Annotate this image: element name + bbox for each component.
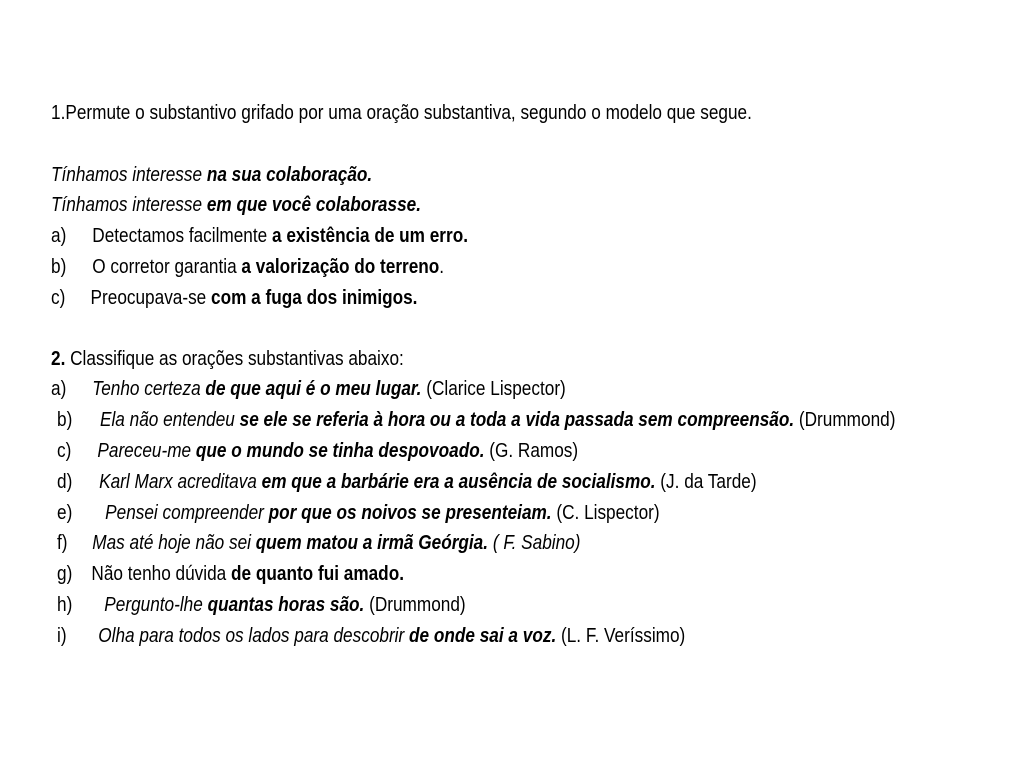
q2-item-b-source: (Drummond) [794,409,896,431]
q2-item-h-source: (Drummond) [364,594,466,616]
q2-item-g-text: Não tenho dúvida [91,563,232,585]
question1-text: Permute o substantivo grifado por uma oração substantiva, segundo o modelo que segue. [65,102,752,124]
q2-item-i-marker: i) [57,625,67,647]
q2-item-g-marker: g) [57,563,73,585]
q2-item-b-marker: b) [57,409,73,431]
q2-item-g-bold: de quanto fui amado. [231,563,404,585]
q2-item-a-marker: a) [51,378,67,400]
q2-item-f-bold: quem matou a irmã Geórgia. [255,532,489,554]
q1-item-c-text: Preocupava-se [90,287,212,309]
q1-item-b-marker: b) [51,256,67,278]
question1-number: 1. [51,102,66,124]
q2-item-c-bold: que o mundo se tinha despovoado. [195,440,485,462]
q2-item-f [57,528,580,558]
q2-item-e-source: (C. Lispector) [551,502,660,524]
q2-item-c-italic: Pareceu-me [97,440,196,462]
q1-item-b-bold: a valorização do terreno [241,256,440,278]
q1-item-a-marker: a) [51,225,67,247]
q2-item-b [57,405,895,435]
q1-item-a [51,221,468,251]
q2-item-d-bold: em que a barbárie era a ausência de socialismo. [261,471,656,493]
q2-item-a-italic: Tenho certeza [92,378,206,400]
q2-item-h-italic: Pergunto-lhe [104,594,208,616]
model-line-2 [51,190,421,220]
q2-item-e-marker: e) [57,502,73,524]
q2-item-d-marker: d) [57,471,73,493]
q2-item-g [57,559,404,589]
q2-item-a-source: (Clarice Lispector) [421,378,566,400]
q2-item-i-italic: Olha para todos os lados para descobrir [98,625,410,647]
question2-number: 2. [51,348,66,370]
q2-item-d-italic: Karl Marx acreditava [99,471,262,493]
q2-item-c-source: (G. Ramos) [484,440,579,462]
q2-item-e [57,498,660,528]
q2-item-d [57,467,757,497]
q2-item-f-marker: f) [57,532,68,554]
q1-item-b-text: O corretor garantia [92,256,242,278]
q2-item-e-bold: por que os noivos se presenteiam. [268,502,552,524]
model-line-1-bold: na sua colaboração. [206,164,373,186]
q2-item-b-italic: Ela não entendeu [100,409,240,431]
q2-item-e-italic: Pensei compreender [105,502,269,524]
q2-item-h [57,590,466,620]
model-line-2-bold: em que você colaborasse. [206,194,421,216]
question1-prompt [51,98,752,128]
q2-item-c-marker: c) [57,440,72,462]
q2-item-i-bold: de onde sai a voz. [409,625,557,647]
question2-prompt [51,344,404,374]
q2-item-a [51,374,566,404]
q2-item-a-bold: de que aqui é o meu lugar. [205,378,422,400]
model-line-2-italic: Tínhamos interesse [51,194,207,216]
q2-item-i-source: (L. F. Veríssimo) [556,625,686,647]
q2-item-c [57,436,578,466]
q1-item-c-bold: com a fuga dos inimigos. [211,287,418,309]
q2-item-f-italic: Mas até hoje não sei [92,532,256,554]
q2-item-i [57,621,685,651]
q1-item-a-bold: a existência de um erro. [272,225,468,247]
q1-item-a-text: Detectamos facilmente [92,225,273,247]
q2-item-b-bold: se ele se referia à hora ou a toda a vida passada sem compreensão. [239,409,795,431]
q2-item-f-source: ( F. Sabino) [488,532,581,554]
q1-item-c [51,283,417,313]
q1-item-b [51,252,444,282]
model-line-1-italic: Tínhamos interesse [51,164,207,186]
q2-item-h-bold: quantas horas são. [207,594,365,616]
q2-item-d-source: (J. da Tarde) [655,471,757,493]
question2-text: Classifique as orações substantivas abaixo: [65,348,404,370]
q1-item-c-marker: c) [51,287,66,309]
q2-item-h-marker: h) [57,594,73,616]
q1-item-b-after: . [439,256,445,278]
model-line-1 [51,160,372,190]
